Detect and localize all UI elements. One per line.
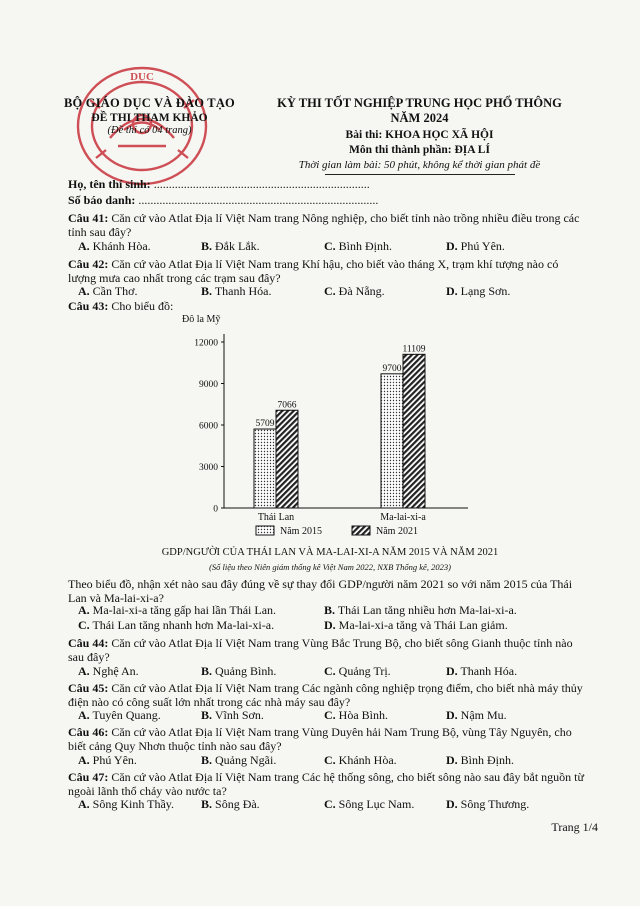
question-number: Câu 43: <box>68 299 109 313</box>
option-c[interactable]: C. Đà Nẵng. <box>324 284 385 298</box>
candidate-name-dots: ........................................................................ <box>153 177 370 191</box>
y-tick-label: 12000 <box>194 338 218 349</box>
question-44 <box>68 636 588 664</box>
bar-Thái Lan-Năm 2015 <box>254 429 276 508</box>
bar-value-label: 5709 <box>255 419 275 430</box>
legend-label: Năm 2015 <box>280 526 322 537</box>
question-text: Cho biểu đồ: <box>111 299 174 313</box>
question-text: Căn cứ vào Atlat Địa lí Việt Nam trang Các ngành công nghiệp trọng điểm, cho biết nhà máy thủy điện nào có công suất lớn nhất trong các nhà máy sau đây? <box>68 681 583 709</box>
y-tick-label: 9000 <box>199 380 218 390</box>
y-tick-label: 6000 <box>199 421 218 432</box>
question-number: Câu 45: <box>68 681 109 695</box>
option-a[interactable]: A. Khánh Hòa. <box>78 239 151 253</box>
ministry-name: BỘ GIÁO DỤC VÀ ĐÀO TẠO <box>64 96 235 110</box>
candidate-id-dots: ................................................................................ <box>138 193 379 207</box>
legend-swatch <box>352 526 370 535</box>
question-text: Căn cứ vào Atlat Địa lí Việt Nam trang Vùng Bắc Trung Bộ, cho biết sông Gianh thuộc tỉnh nào sau đây? <box>68 636 573 664</box>
option-d[interactable]: D. Phú Yên. <box>446 239 505 253</box>
option-c[interactable]: C. Khánh Hòa. <box>324 753 397 767</box>
header-right <box>262 96 577 175</box>
legend-label: Năm 2021 <box>376 526 418 537</box>
bar-Ma-lai-xi-a-Năm 2021 <box>403 354 425 508</box>
option-d[interactable]: D. Nậm Mu. <box>446 708 507 722</box>
option-d[interactable]: D. Ma-lai-xi-a tăng và Thái Lan giảm. <box>324 618 508 632</box>
exam-reference: ĐỀ THI THAM KHẢO <box>91 112 208 124</box>
stamp-text: DỤC <box>130 71 154 83</box>
header-rule <box>325 174 515 175</box>
candidate-id-label: Số báo danh: <box>68 193 136 207</box>
x-category-label: Ma-lai-xi-a <box>380 512 426 523</box>
page-note: (Đề thi có 04 trang) <box>107 125 192 136</box>
option-c[interactable]: C. Quảng Trị. <box>324 664 391 678</box>
bar-value-label: 7066 <box>277 400 297 411</box>
option-b[interactable]: B. Đắk Lắk. <box>201 239 260 253</box>
question-43-prompt: Theo biểu đồ, nhận xét nào sau đây đúng về sự thay đổi GDP/người năm 2021 so với năm 2015 của Thái Lan và Ma-lai-xi-a? <box>68 577 573 605</box>
question-number: Câu 44: <box>68 636 109 650</box>
question-number: Câu 46: <box>68 725 109 739</box>
option-a[interactable]: A. Sông Kinh Thầy. <box>78 797 175 811</box>
option-d[interactable]: D. Lạng Sơn. <box>446 284 511 298</box>
option-c[interactable]: C. Hòa Bình. <box>324 708 389 722</box>
question-42 <box>68 257 588 285</box>
option-a[interactable]: A. Nghệ An. <box>78 664 139 678</box>
x-category-label: Thái Lan <box>257 512 295 523</box>
option-c[interactable]: C. Bình Định. <box>324 239 393 253</box>
option-b[interactable]: B. Sông Đà. <box>201 797 260 811</box>
option-c[interactable]: C. Sông Lục Nam. <box>324 797 415 811</box>
question-number: Câu 47: <box>68 770 109 784</box>
question-45 <box>68 681 588 709</box>
bar-value-label: 11109 <box>402 344 426 355</box>
header-left <box>62 96 237 136</box>
candidate-name-field[interactable] <box>68 177 370 192</box>
question-text: Căn cứ vào Atlat Địa lí Việt Nam trang Các hệ thống sông, cho biết sông nào sau đây bắt nguồn từ ngoài lãnh thổ chảy vào nước ta? <box>68 770 584 798</box>
question-46 <box>68 725 588 753</box>
question-47 <box>68 770 588 798</box>
option-a[interactable]: A. Phú Yên. <box>78 753 137 767</box>
bar-Ma-lai-xi-a-Năm 2015 <box>381 374 403 508</box>
question-43 <box>68 299 588 313</box>
question-text: Căn cứ vào Atlat Địa lí Việt Nam trang Khí hậu, cho biết vào tháng X, trạm khí tượng nào có lượng mưa cao nhất trong các trạm sau đây? <box>68 257 559 285</box>
option-b[interactable]: B. Vĩnh Sơn. <box>201 708 264 722</box>
chart-title: GDP/NGƯỜI CỦA THÁI LAN VÀ MA-LAI-XI-A NĂM 2015 VÀ NĂM 2021 <box>161 547 499 558</box>
bar-value-label: 9700 <box>382 363 402 374</box>
option-b[interactable]: B. Thái Lan tăng nhiều hơn Ma-lai-xi-a. <box>324 603 517 617</box>
question-41 <box>68 211 588 239</box>
option-b[interactable]: B. Thanh Hóa. <box>201 284 272 298</box>
legend-swatch <box>256 526 274 535</box>
y-axis-label: Đô la Mỹ <box>182 314 221 325</box>
option-c[interactable]: C. Thái Lan tăng nhanh hơn Ma-lai-xi-a. <box>78 618 275 632</box>
exam-component: Môn thi thành phần: ĐỊA LÍ <box>349 144 490 156</box>
option-d[interactable]: D. Bình Định. <box>446 753 515 767</box>
exam-title: KỲ THI TỐT NGHIỆP TRUNG HỌC PHỔ THÔNG NĂM 2024 <box>277 96 562 125</box>
question-text: Căn cứ vào Atlat Địa lí Việt Nam trang Nông nghiệp, cho biết tỉnh nào trồng nhiều điều trong các tỉnh sau đây? <box>68 211 580 239</box>
question-text: Căn cứ vào Atlat Địa lí Việt Nam trang Vùng Duyên hải Nam Trung Bộ, vùng Tây Nguyên, cho biết cảng Quy Nhơn thuộc tỉnh nào sau đây? <box>68 725 572 753</box>
question-number: Câu 41: <box>68 211 109 225</box>
question-number: Câu 42: <box>68 257 109 271</box>
time-note: Thời gian làm bài: 50 phút, không kể thời gian phát đề <box>298 159 541 171</box>
option-d[interactable]: D. Sông Thương. <box>446 797 530 811</box>
gdp-bar-chart <box>176 312 476 542</box>
exam-subject: Bài thi: KHOA HỌC XÃ HỘI <box>345 129 494 141</box>
y-tick-label: 0 <box>213 504 218 515</box>
bar-Thái Lan-Năm 2021 <box>276 410 298 508</box>
candidate-id-field[interactable] <box>68 193 378 208</box>
option-d[interactable]: D. Thanh Hóa. <box>446 664 518 678</box>
option-a[interactable]: A. Tuyên Quang. <box>78 708 161 722</box>
page-footer: Trang 1/4 <box>551 820 598 834</box>
option-b[interactable]: B. Quảng Ngãi. <box>201 753 277 767</box>
candidate-name-label: Họ, tên thí sinh: <box>68 177 151 191</box>
option-a[interactable]: A. Cần Thơ. <box>78 284 138 298</box>
chart-source: (Số liệu theo Niên giám thống kê Việt Nam 2022, NXB Thống kê, 2023) <box>209 562 451 572</box>
y-tick-label: 3000 <box>199 463 218 473</box>
option-a[interactable]: A. Ma-lai-xi-a tăng gấp hai lần Thái Lan. <box>78 603 277 617</box>
option-b[interactable]: B. Quảng Bình. <box>201 664 277 678</box>
